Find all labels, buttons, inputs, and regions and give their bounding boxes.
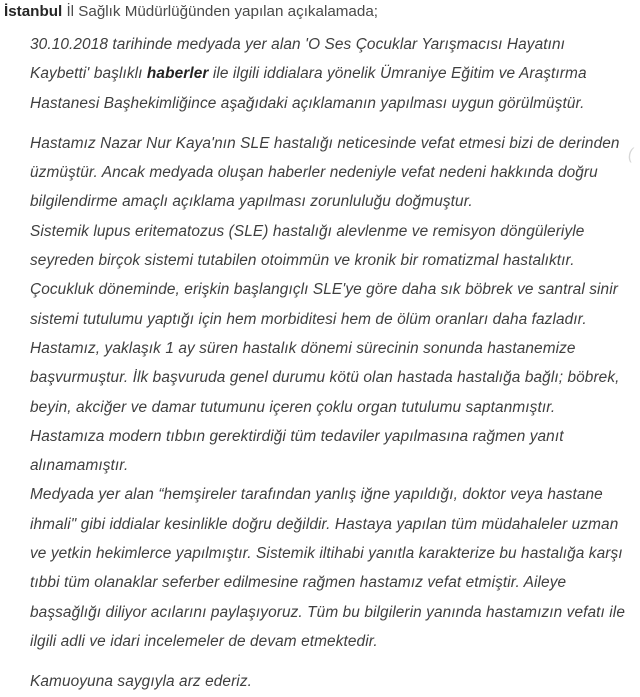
lead-paragraph (4, 1, 636, 23)
statement-paragraph-3: Sistemik lupus eritematozus (SLE) hastalığı alevlenme ve remisyon döngüleriyle seyreden birçok sistemi tutabilen otoimmün ve kronik bir romatizmal hastalıktır. Çocukluk döneminde, erişkin başlangıçlı SLE'ye göre daha sık böbrek ve santral sinir sistemi tutulumu yaptığı için hem morbiditesi hem de ölüm oranları daha fazladır. (30, 222, 618, 328)
statement-paragraph-5: Medyada yer alan “hemşireler tarafından yanlış iğne yapıldığı, doktor veya hastane ihmali" gibi iddialar kesinlikle doğru değildir. Hastaya yapılan tüm müdahaleler uzman ve yetkin hekimlerce yapılmıştır. Sistemik iltihabi yanıtla karakterize bu hastalığa karşı tıbbi tüm olanaklar seferber edilmesine rağmen hastamız vefat etmiştir. Aileye başsağlığı diliyor acılarını paylaşıyoruz. Tüm bu bilgilerin yanında hastamızın vefatı ile ilgili adli ve idari incelemeler de devam etmektedir. (30, 486, 625, 650)
statement-paragraph-1 (30, 30, 626, 118)
statement-paragraph-4: Hastamız, yaklaşık 1 ay süren hastalık dönemi sürecinin sonunda hastanemize başvurmuştur. İlk başvuruda genel durumu kötü olan hastada hastalığa bağlı; böbrek, beyin, akciğer ve damar tutumunu içeren çoklu organ tutulumu saptanmıştır. Hastamıza modern tıbbın gerektirdiği tüm tedaviler yapılmasına rağmen yanıt alınamamıştır. (30, 339, 620, 475)
paragraph-segment-text: ile ilgili iddialara yönelik Ümraniye Eğitim ve Araştırma Hastanesi Başhekimliğince aşağıdaki açıklamanın yapılması uygun görülmüştür. (30, 65, 587, 112)
paragraph-bold-word: haberler (146, 65, 209, 83)
statement-paragraph-6: Kamuoyuna saygıyla arz ederiz. (30, 673, 253, 691)
paragraph-segment-text: 30.10.2018 tarihinde medyada yer alan 'O Ses Çocuklar Yarışmacısı Hayatını Kaybetti' başlıklı (30, 36, 566, 83)
statement-paragraph-2: Hastamız Nazar Nur Kaya'nın SLE hastalığı neticesinde vefat etmesi bizi de derinden üzmüştür. Ancak medyada oluşan haberler nedeniyle vefat nedeni hakkında doğru bilgilendirme amaçlı açıklama yapılması zorunluluğu doğmuştur. (30, 134, 620, 211)
clipped-edge-glyph: ( (628, 146, 634, 163)
lead-bold-prefix: İstanbul (4, 3, 63, 20)
statement-body (30, 30, 626, 697)
lead-rest-text: İl Sağlık Müdürlüğünden yapılan açıkalamada; (62, 3, 378, 20)
